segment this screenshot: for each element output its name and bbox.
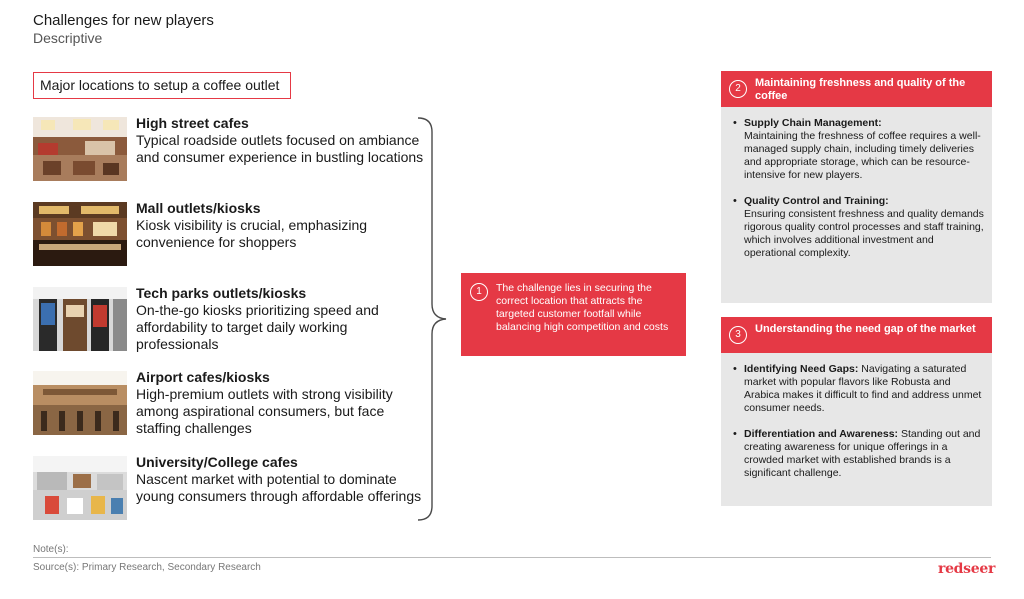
location-name: Airport cafes/kiosks	[136, 369, 270, 385]
bullet-label: • Supply Chain Management:	[744, 117, 882, 129]
page-title: Challenges for new players	[33, 12, 214, 29]
bullet-item	[731, 117, 986, 182]
challenge-number-badge: 3	[729, 326, 747, 344]
university-cafe-photo	[33, 456, 127, 520]
bullet-label: Identifying Need Gaps:	[744, 363, 862, 375]
challenge-1-box	[461, 273, 686, 356]
bullet-text: Navigating a saturated market with popular flavors like Robusta and Arabica makes it difficult to find and address unmet consumer needs.	[744, 363, 982, 414]
tech-park-kiosk-photo	[33, 287, 127, 351]
location-name: Mall outlets/kiosks	[136, 200, 261, 216]
locations-label: Major locations to setup a coffee outlet	[33, 72, 291, 99]
bullet-label: Differentiation and Awareness:	[744, 428, 901, 440]
location-description: Kiosk visibility is crucial, emphasizing convenience for shoppers	[136, 217, 368, 250]
challenge-2-title: Maintaining freshness and quality of the coffee	[755, 77, 966, 102]
location-item-airport	[33, 369, 423, 441]
location-name: High street cafes	[136, 115, 249, 131]
redseer-logo: redseer	[938, 561, 996, 577]
challenge-3-panel	[721, 317, 992, 506]
bullet-item	[731, 195, 986, 260]
challenge-2-header	[721, 71, 992, 107]
mall-kiosk-photo	[33, 202, 127, 266]
challenge-3-title: Understanding the need gap of the market	[755, 323, 976, 335]
location-name: Tech parks outlets/kiosks	[136, 285, 307, 301]
location-item-mall	[33, 200, 423, 272]
location-description: Typical roadside outlets focused on ambiance and consumer experience in bustling locations	[136, 132, 424, 165]
bullet-label: • Quality Control and Training:	[744, 195, 889, 207]
high-street-cafe-photo	[33, 117, 127, 181]
location-item-tech-park	[33, 285, 423, 357]
location-description: High-premium outlets with strong visibility among aspirational consumers, but face staffing challenges	[136, 386, 393, 436]
curly-brace-connector	[414, 116, 454, 527]
bullet-item	[731, 428, 986, 480]
location-description: On-the-go kiosks prioritizing speed and affordability to target daily working professionals	[136, 302, 379, 352]
location-item-university	[33, 454, 423, 526]
footer-divider	[33, 557, 991, 558]
footer-source: Source(s): Primary Research, Secondary Research	[33, 562, 261, 573]
location-item-high-street	[33, 115, 423, 187]
airport-cafe-photo	[33, 371, 127, 435]
bullet-text: Standing out and creating awareness for unique offerings in a crowded market with established brands is a significant challenge.	[744, 428, 981, 479]
bullet-text: Ensuring consistent freshness and quality demands rigorous quality control processes and staff training, which involves additional investment and operational complexity.	[744, 208, 984, 259]
challenge-1-text: The challenge lies in securing the correct location that attracts the targeted customer footfall while balancing high competition and costs	[496, 282, 669, 333]
footer-note: Note(s):	[33, 544, 69, 555]
challenge-number-badge: 1	[470, 283, 488, 301]
challenge-number-badge: 2	[729, 80, 747, 98]
bullet-item	[731, 363, 986, 415]
challenge-2-panel	[721, 71, 992, 303]
bullet-text: Maintaining the freshness of coffee requires a well-managed supply chain, including timely deliveries and appropriate storage, which can be resource-intensive for new players.	[744, 130, 981, 181]
location-description: Nascent market with potential to dominate young consumers through affordable offerings	[136, 471, 422, 504]
page-subtitle: Descriptive	[33, 30, 103, 46]
location-name: University/College cafes	[136, 454, 298, 470]
challenge-3-header	[721, 317, 992, 353]
